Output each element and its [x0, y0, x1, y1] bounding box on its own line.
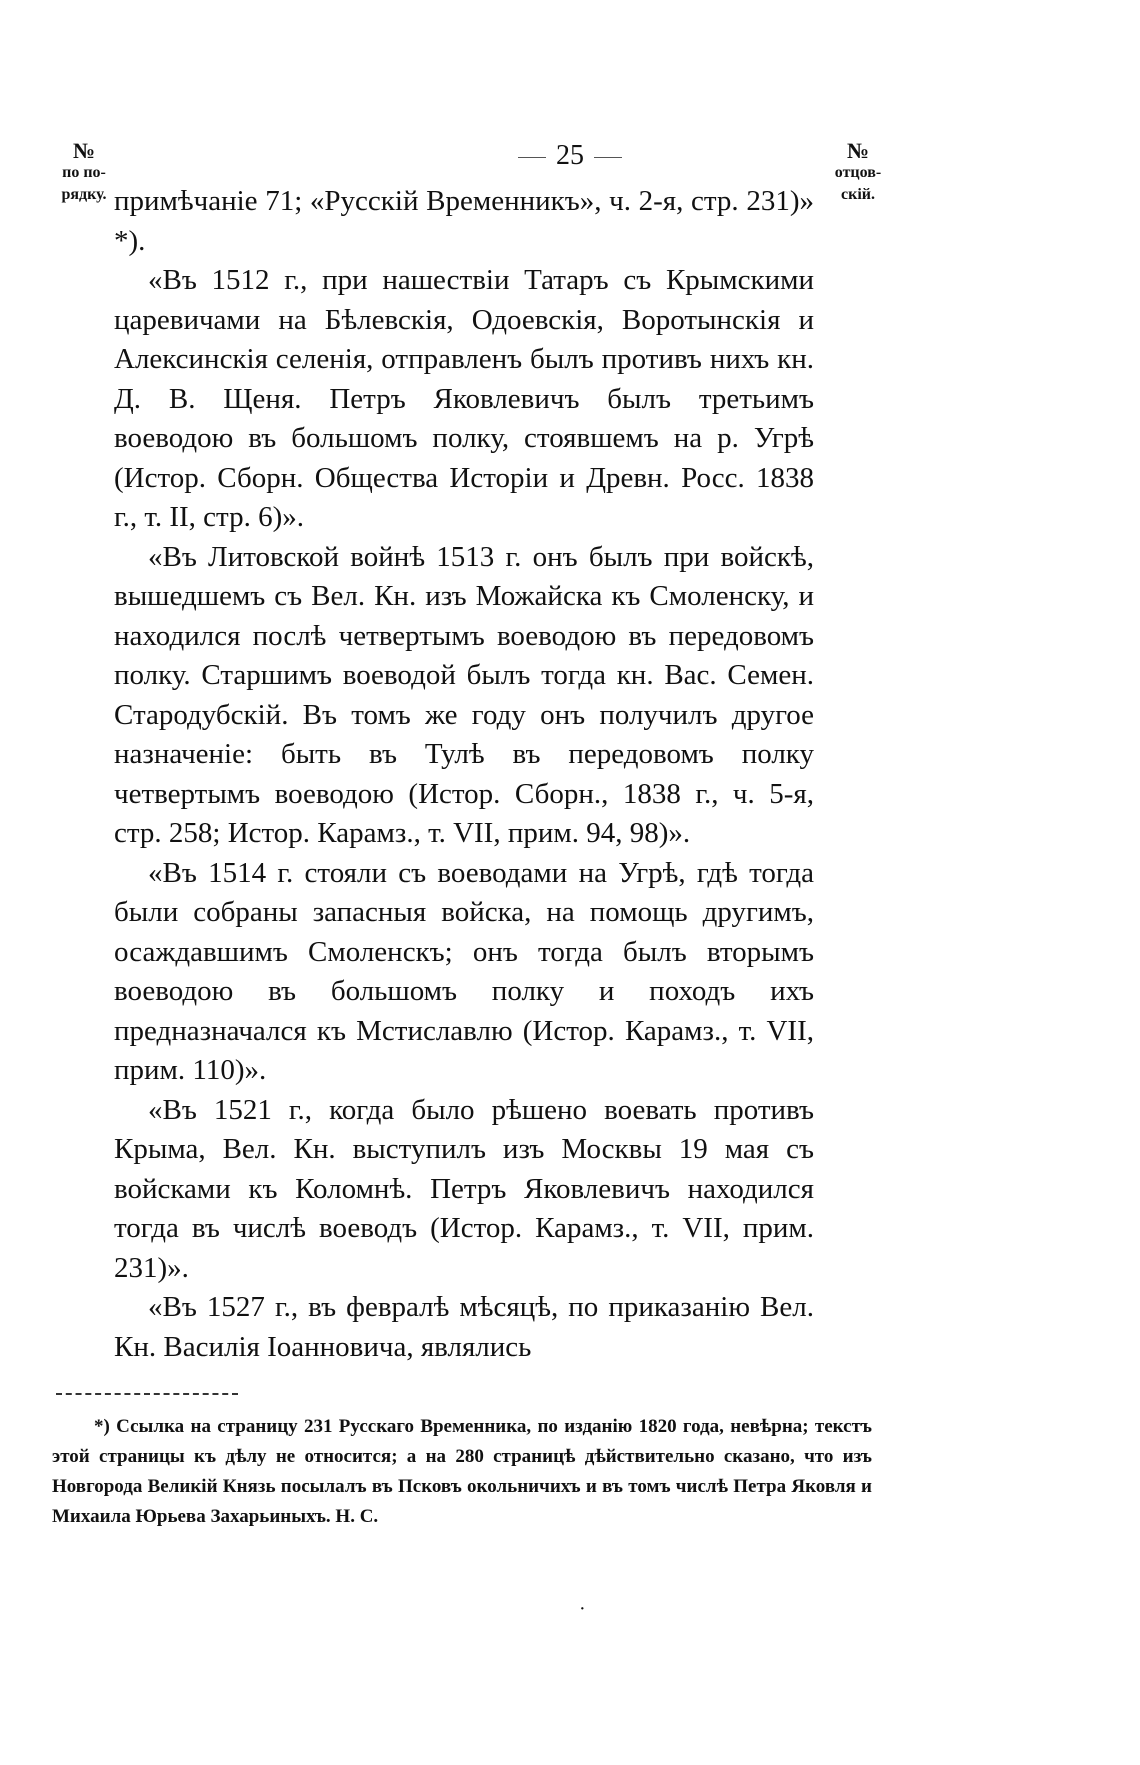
paragraph-continuation: примѣчаніе 71; «Русскій Временникъ», ч. 2-я, стр. 231)» *). — [114, 185, 814, 257]
paragraph-1521: «Въ 1521 г., когда было рѣшено воевать противъ Крыма, Вел. Кн. выступилъ изъ Москвы 19 мая съ войсками къ Коломнѣ. Петръ Яковлевичъ находился тогда въ числѣ воеводъ (Истор. Карамз., т. VII, прим. 231)». — [114, 1093, 814, 1284]
paragraph-1513: «Въ Литовской войнѣ 1513 г. онъ былъ при войскѣ, вышедшемъ съ Вел. Кн. изъ Можайска къ Смоленску, и находился послѣ четвертымъ воеводою въ передовомъ полку. Старшимъ воеводой былъ тогда кн. Вас. Семен. Стародубскій. Въ томъ же году онъ получилъ другое назначеніе: быть въ Тулѣ въ передовомъ полку четвертымъ воеводою (Истор. Сборн., 1838 г., ч. 5-я, стр. 258; Истор. Карамз., т. VII, прим. 94, 98)». — [114, 540, 814, 849]
paragraph-1514: «Въ 1514 г. стояли съ воеводами на Угрѣ, гдѣ тогда были собраны запасныя войска, на помощь другимъ, осаждавшимъ Смоленскъ; онъ тогда былъ вторымъ воеводою въ большомъ полку и походъ ихъ предназначался къ Мстиславлю (Истор. Карамз., т. VII, прим. 110)». — [114, 856, 814, 1086]
right-margin-line1: отцов- — [834, 164, 882, 181]
print-speck: · — [579, 1598, 586, 1620]
main-text — [114, 182, 814, 1367]
left-margin-line1: по по- — [62, 164, 106, 181]
left-margin-column-label — [44, 140, 124, 206]
paragraph-1512: «Въ 1512 г., при нашествіи Татаръ съ Крымскими царевичами на Бѣлевскія, Одоевскія, Воротынскія и Алексинскія селенія, отправленъ былъ противъ нихъ кн. Д. В. Щеня. Петръ Яковлевичъ былъ третьимъ воеводою въ большомъ полку, стоявшемъ на р. Угрѣ (Истор. Сборн. Общества Исторіи и Древн. Росс. 1838 г., т. II, стр. 6)». — [114, 264, 814, 533]
header-dash-right — [594, 157, 622, 158]
footnote-text: *) Ссылка на страницу 231 Русскаго Временника, по изданію 1820 года, невѣрна; текстъ этой страницы къ дѣлу не относится; а на 280 страницѣ дѣйствительно сказано, что изъ Новгорода Великій Князь посылалъ въ Псковъ окольничихъ и въ томъ числѣ Петра Яковля и Михаила Юрьева Захарьиныхъ. Н. С. — [52, 1416, 872, 1527]
left-margin-number-sign: № — [72, 138, 96, 163]
right-margin-number-sign: № — [846, 138, 870, 163]
page-number-text: 25 — [556, 140, 584, 171]
paragraph-1527: «Въ 1527 г., въ февралѣ мѣсяцѣ, по приказанію Вел. Кн. Василія Іоанновича, являлись — [114, 1291, 814, 1363]
left-margin-line2: рядку. — [61, 186, 107, 203]
page-number — [0, 140, 1140, 172]
right-margin-column-label — [808, 140, 908, 206]
footnote — [52, 1412, 872, 1532]
footnote-separator — [56, 1393, 238, 1395]
right-margin-line2: скій. — [841, 186, 875, 203]
header-dash-left — [518, 157, 546, 158]
